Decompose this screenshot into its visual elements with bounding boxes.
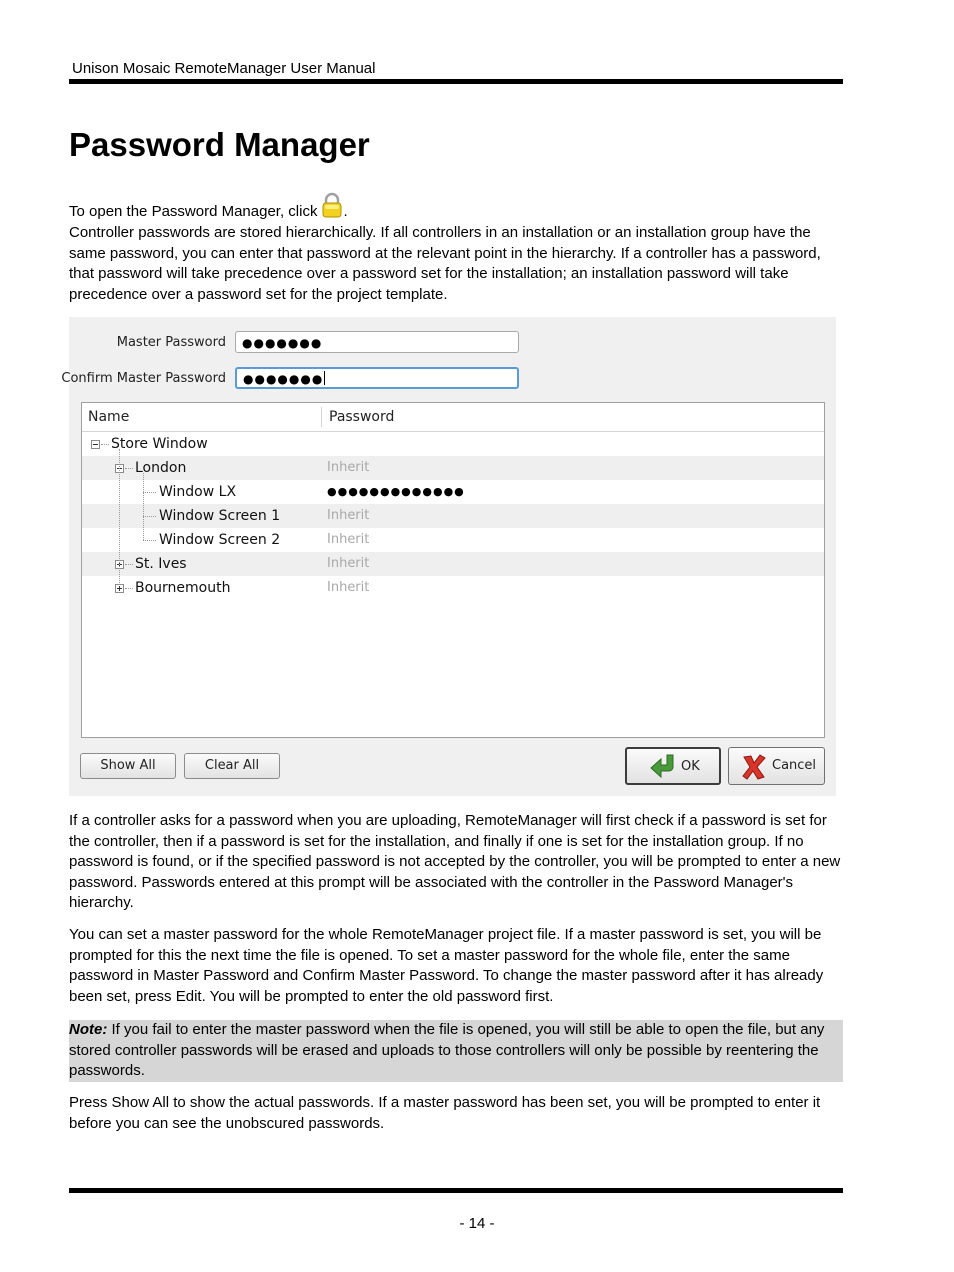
master-password-input[interactable]: ●●●●●●● — [235, 331, 519, 353]
tree-guide-line — [119, 449, 120, 585]
cancel-x-icon — [741, 753, 767, 781]
show-all-button[interactable]: Show All — [80, 753, 176, 779]
password-tree[interactable] — [81, 402, 825, 738]
note-text: If you fail to enter the master password when the file is opened, you will still be able to open the file, but any stored controller passwords will be erased and uploads to those controllers will only be possible by reentering the passwords. — [69, 1021, 825, 1079]
row-name: Window Screen 2 — [159, 532, 281, 548]
password-manager-dialog — [61, 317, 836, 796]
cancel-button[interactable] — [728, 747, 825, 785]
collapse-icon[interactable] — [91, 440, 100, 449]
row-password[interactable]: Inherit — [327, 532, 370, 547]
paragraph-show-all: Press Show All to show the actual passwords. If a master password has been set, you will be prompted to enter it before you can see the unobscured passwords. — [69, 1094, 821, 1132]
column-separator[interactable] — [321, 407, 322, 427]
row-name: Bournemouth — [135, 580, 231, 596]
row-password[interactable]: Inherit — [327, 580, 370, 595]
cancel-label: Cancel — [772, 758, 817, 773]
paragraph-hierarchy: Controller passwords are stored hierarchically. If all controllers in an installation or an installation group have the same password, you can enter that password at the relevant point in the hierarchy. If a controller has a password, that password will take precedence over a password set for the installation; an installation password will take precedence over a password set for the project template. — [69, 224, 821, 303]
row-name: Window Screen 1 — [159, 508, 281, 524]
confirm-password-value: ●●●●●●● — [243, 372, 324, 386]
tree-connector — [143, 540, 156, 541]
page-title: Password Manager — [69, 126, 370, 163]
tree-row-st-ives[interactable] — [82, 552, 824, 576]
clear-all-button[interactable]: Clear All — [184, 753, 280, 779]
tree-row-bournemouth[interactable] — [82, 576, 824, 600]
intro-text: To open the Password Manager, click — [69, 203, 318, 220]
ok-button[interactable] — [625, 747, 721, 785]
intro-end: . — [343, 203, 348, 220]
tree-connector — [143, 492, 156, 493]
note-box — [69, 1020, 843, 1082]
expand-icon[interactable] — [115, 584, 124, 593]
confirm-password-label: Confirm Master Password — [61, 371, 226, 386]
header-rule — [69, 79, 843, 84]
ok-label: OK — [681, 759, 700, 774]
tree-header — [82, 403, 824, 432]
row-password[interactable]: Inherit — [327, 508, 370, 523]
page-number: - 14 - — [459, 1215, 495, 1232]
row-name: St. Ives — [135, 556, 187, 572]
master-password-label: Master Password — [116, 335, 226, 350]
ok-arrow-icon — [649, 753, 681, 781]
row-name: London — [135, 460, 187, 476]
row-name: Window LX — [159, 484, 237, 500]
tree-connector — [101, 444, 109, 445]
tree-connector — [125, 588, 133, 589]
column-name-header[interactable]: Name — [88, 409, 130, 425]
tree-row-window-screen-1[interactable] — [82, 504, 824, 528]
tree-connector — [125, 468, 133, 469]
column-password-header[interactable]: Password — [329, 409, 395, 425]
paragraph-master-password: You can set a master password for the whole RemoteManager project file. If a master password is set, you will be prompted for this the next time the file is opened. To set a master password for the whole file, enter the same password in Master Password and Confirm Master Password. To change the master password after it has already been set, press Edit. You will be prompted to enter the old password first. — [69, 926, 824, 1005]
text-caret — [324, 371, 325, 385]
lock-icon — [321, 192, 343, 225]
paragraph-upload: If a controller asks for a password when you are uploading, RemoteManager will first check if a password is set for the controller, then if a password is set for the installation, and finally if one is set for the installation group. If no password is found, or if the specified password is not accepted by the controller, you will be prompted to enter a new password. Passwords entered at this prompt will be associated with the controller in the Password Manager's hierarchy. — [69, 812, 841, 911]
row-password[interactable]: ●●●●●●●●●●●●● — [327, 485, 465, 498]
tree-connector — [125, 564, 133, 565]
row-password[interactable]: Inherit — [327, 460, 370, 475]
tree-connector — [143, 516, 156, 517]
row-password[interactable]: Inherit — [327, 556, 370, 571]
tree-guide-line — [143, 473, 144, 540]
tree-row-store-window[interactable] — [82, 432, 824, 456]
footer-rule — [69, 1188, 843, 1193]
note-label: Note: — [69, 1021, 108, 1038]
manual-header: Unison Mosaic RemoteManager User Manual — [72, 60, 376, 77]
tree-row-window-screen-2[interactable] — [82, 528, 824, 552]
tree-row-london[interactable] — [82, 456, 824, 480]
row-name: Store Window — [111, 436, 208, 452]
tree-row-window-lx[interactable] — [82, 480, 824, 504]
intro-paragraph — [69, 192, 845, 225]
confirm-password-input[interactable] — [235, 367, 519, 389]
